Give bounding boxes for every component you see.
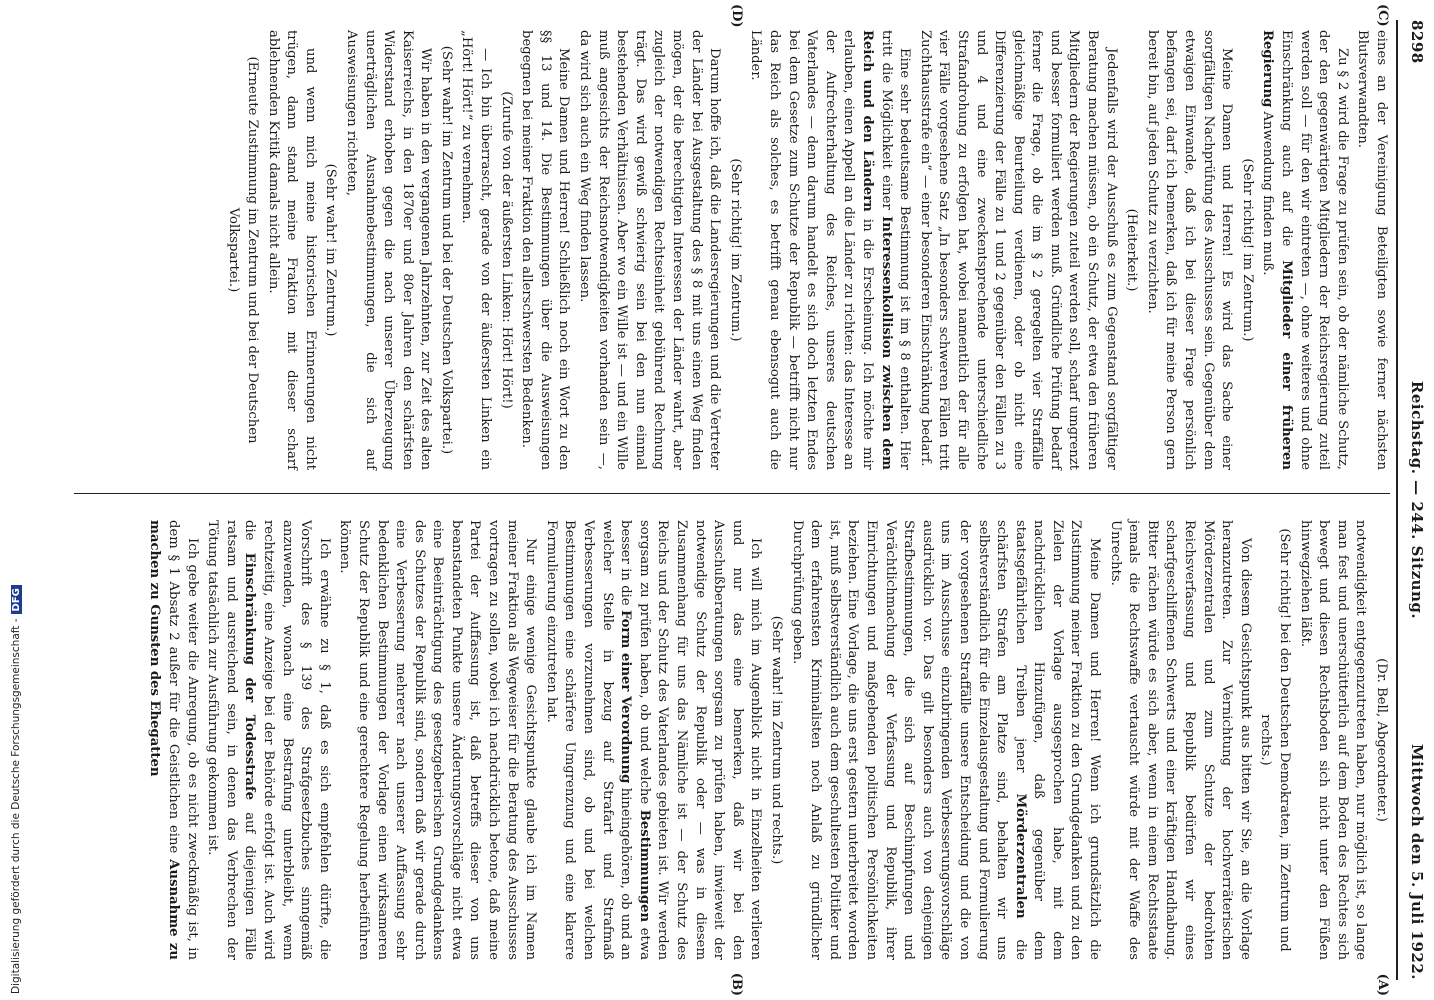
- paragraph: Zu § 2 wird die Frage zu prüfen sein, ob der nämliche Schutz, der den gegenwärtigen Mitgliedern der Reichsregierung zuteil werden soll — für den wir eintreten —, ohne weiteres und ohne Einschränkung auch auf die Mitglieder einer früheren Regierung Anwendung finden muß.: [1260, 30, 1350, 470]
- paragraph: Meine Damen und Herren! Wenn ich grundsätzlich die Zustimmung meiner Fraktion zu den Grundgedanken und zu den Zielen der Vorlage ausgesprochen habe, mit dem nachdrücklichen Hinzufügen, daß gegenüber dem staatsgefährlichen Treiben jener Mörderzentralen die schärfsten Strafen am Platze sind, behalten wir uns selbstverständlich für die Einzelausgestaltung und Formulierung der vorgesehenen Straffälle unsere Entscheidung und die von uns im Ausschusse einzubringenden Verbesserungsvorschläge ausdrücklich vor. Das gilt besonders auch von denjenigen Strafbestimmungen, die sich auf Beschimpfungen und Verächtlichmachung der Verfassung und Republik, ihrer Einrichtungen und maßgebenden politischen Persönlichkeiten beziehen. Eine Vorlage, die uns erst gestern unterbreitet worden ist, muß selbstverständlich auch dem geschultesten Politiker und dem erfahrensten Kriminalisten noch Anlaß zu gründlicher Durchprüfung geben.: [789, 520, 1103, 961]
- margin-mark-a: (A): [1375, 973, 1390, 996]
- interjection: (Sehr richtig! im Zentrum.): [727, 158, 743, 342]
- paragraph: Eine sehr bedeutsame Bestimmung ist im § 8 enthalten. Hier tritt die Möglichkeit einer Interessenkollision zwischen dem Reich und den Ländern in die Erscheinung. Ich möchte mir erlauben, einen Appell an die Länder zu richten: das Interesse an der Aufrechterhaltung des Reiches, unseres deutschen Vaterlandes — denn darum handelt es sich doch letzten Endes bei dem Gesetze zum Schutze der Republik — betrifft nicht nur das Reich als solches, es betrifft genau ebensogut auch die Länder.: [748, 30, 913, 470]
- bold-phrase: Bestimmungen: [636, 809, 652, 923]
- interjection: (Sehr wahr! im Zentrum und rechts.): [769, 615, 784, 865]
- paragraph: Jedenfalls wird der Ausschuß es zum Gegenstand sorgfältiger Beratung machen müssen, ob ein Schutz, der etwa den früheren Mitgliedern der Regierungen zuteil werden soll, scharf umgrenzt und besser formuliert werden muß. Gründliche Prüfung bedarf ferner die Frage, ob die im § 2 geregelten vier Straffälle gleichmäßige Beurteilung verdienen, oder ob nicht eine Differenzierung der Fälle zu 1 und 2 gegenüber den Fällen zu 3 und 4 und eine zweckentsprechende unterschiedliche Strafandrohung zu erfolgen hat, wobei namentlich der für alle vier Fälle vorgesehene Satz „In besonders schweren Fällen tritt Zuchthausstrafe ein“ — einer besonderen Einschränkung bedarf.: [917, 30, 1119, 470]
- paragraph: Nur einige wenige Gesichtspunkte glaube ich im Namen meiner Fraktion als Wegweiser für die Beratung des Ausschusses vortragen zu sollen, wobei ich nachdrücklich betone, daß meine Partei der Auffassung ist, daß betreffs dieser von uns beanstandeten Punkte unsere Änderungsvorschläge nicht etwa eine Beeinträchtigung des gesetzgeberischen Grundgedankens des Schutzes der Republik sind, sondern daß wir gerade durch eine Verbesserung mehrerer nach unserer Auffassung sehr bedenklichen Bestimmungen der Vorlage einen wirksameren Schutz der Republik und eine gerechtere Regelung herbeiführen können.: [337, 520, 539, 960]
- right-column: [74, 520, 1390, 960]
- interjection: (Sehr wahr! im Zentrum.): [323, 163, 339, 337]
- interjection: (Erneute Zustimmung im Zentrum und bei der Deutschen Volkspartei.): [226, 56, 260, 444]
- left-column: [74, 30, 1390, 470]
- paragraph: notwendigkeit entgegenzutreten haben, nur möglich ist, so lange man fest und unerschütterlich auf dem Boden des Rechtes sich bewegt und diesen Rechtsboden sich nicht unter den Füßen hinwegziehen läßt.: [1297, 520, 1369, 960]
- paragraph: Wir haben in den vergangenen Jahrzehnten, zur Zeit des alten Kaiserreichs, in den 1870er und 80er Jahren den schärfsten Widerstand erhoben gegen die nach unserer Überzeugung unerträglichen Ausnahmebestimmungen, die sich auf Ausweisungen richteten,: [343, 30, 434, 470]
- digitization-footer: [0, 0, 26, 1000]
- paragraph: Ich erwähne zu § 1, daß es sich empfehlen dürfte, die Vorschrift des § 139 des Strafgesetzbuches sinngemäß anzuwenden, wonach eine Bestrafung unterbleibt, wenn rechtzeitig, eine Anzeige bei der Behörde erfolgt ist. Auch wird die Einschränkung der Todesstrafe auf diejenigen Fälle ratsam und ausreichend sein, in denen das Verbrechen der Tötung tatsächlich zur Ausführung gekommen ist.: [205, 520, 332, 960]
- paragraph: Meine Damen und Herren! Es wird das Sache einer sorgfältigen Nachprüfung des Ausschusses sein. Gegenüber dem etwaigen Einwande, daß ich bei dieser Frage persönlich befangen sei, darf ich bemerken, daß ich für meine Person gern bereit bin, auf jeden Schutz zu verzichten.: [1144, 30, 1235, 470]
- column-divider: [74, 493, 1390, 494]
- paragraph: Meine Damen und Herren! Schließlich noch ein Wort zu den §§ 13 und 14. Die Bestimmungen über die Ausweisungen begegnen bei meiner Fraktion den allerschwersten Bedenken.: [519, 30, 572, 470]
- interjection: (Sehr wahr! im Zentrum und bei der Deutschen Volkspartei.): [438, 45, 454, 455]
- interjection: (Heiterkeit.): [1124, 208, 1140, 292]
- page-title: Reichstag. — 244. Sitzung.: [1408, 380, 1426, 620]
- bold-phrase: Interessenkollision zwischen dem Reich und den Ländern: [859, 30, 894, 470]
- paragraph: Ich will mich im Augenblick nicht in Einzelheiten verlieren und nur das eine bemerken, daß wir bei den Ausschußberatungen sorgsam zu prüfen haben, inwieweit der notwendige Schutz der Republik oder — was in diesem Zusammenhang für uns das Nämliche ist — der Schutz des Reichs und der Schutz des Vaterlandes gebieten ist. Wir werden sorgsam zu prüfen haben, ob und welche Bestimmungen etwa besser in die Form einer Verordnung hineingehören, ob und an welcher Stelle in bezug auf Strafart und Strafmaß Verbesserungen vorzunehmen sind, ob und bei welchen Bestimmungen eine schärfere Umgrenzung und eine klarere Formulierung einzutreten hat.: [543, 520, 764, 960]
- speaker-label: (Dr. Bell, Abgeordneter.): [1374, 658, 1389, 822]
- bold-phrase: Mörderzentralen: [1012, 793, 1028, 919]
- paragraph: Darum hoffe ich, daß die Landesregierungen und die Vertreter der Länder bei Ausgestaltung des § 8 mit uns einen Weg finden mögen, der die berechtigten Interessen der Länder wahrt, aber zugleich der notwendigen Rechtseinheit gebührend Rechnung trägt. Das wird gewiß schwierig sein bei den nun einmal bestehenden Verhältnissen. Aber wo ein Wille ist — und ein Wille muß angesichts der Reichsnotwendigkeiten vorhanden sein —, da wird sich auch ein Weg finden lassen.: [577, 30, 723, 470]
- page-number: 8298: [1408, 20, 1426, 64]
- interjection: (Sehr richtig! bei den Deutschen Demokraten, im Zentrum und rechts.): [1258, 528, 1293, 952]
- paragraph: Ich gebe weiter die Anregung, ob es nicht zweckmäßig ist, in dem § 1 Absatz 2 außer für die Geistlichen eine Ausnahme zu machen zu Gunsten des Ehegatten: [147, 520, 200, 960]
- margin-mark-c: (C): [1375, 4, 1390, 27]
- bold-phrase: Form einer Verordnung: [618, 610, 634, 784]
- dfg-logo: DFG: [11, 585, 22, 614]
- paragraph: Von diesem Gesichtspunkt aus bitten wir Sie, an die Vorlage heranzutreten. Zur Vernichtung der hochverräterischen Mörderzentralen und zum Schutze der bedrohten Reichsverfassung und Republik bedürfen wir eines scharfgeschliffenen Schwerts und einer kräftigen Handhabung. Bitter rächen würde es sich aber, wenn in einem Rechtsstaate jemals die Rechtswaffe vertauscht würde mit der Waffe des Unrechts.: [1107, 520, 1253, 960]
- margin-mark-b: (B): [729, 972, 744, 996]
- margin-mark-d: (D): [729, 4, 744, 28]
- bold-phrase: Einschränkung der Todesstrafe: [242, 552, 258, 800]
- paragraph: eines an der Vereinigung Beteiligten sowie ferner nächsten Blutsverwandten.: [1355, 30, 1389, 470]
- page-header: [1402, 20, 1426, 980]
- page-date: Mittwoch den 5. Juli 1922.: [1408, 744, 1426, 980]
- bold-phrase: Mitglieder einer früheren Regierung: [1260, 30, 1295, 470]
- bold-phrase: Ausnahme zu machen zu Gunsten des Ehegatten: [147, 520, 181, 960]
- interjection: (Zurufe von der äußersten Linken: Hört! Hört!): [498, 91, 514, 409]
- header-rule: [1396, 20, 1398, 980]
- paragraph: — Ich bin überrascht, gerade von der äußersten Linken ein „Hört! Hört!“ zu vernehmen.: [459, 30, 494, 470]
- digitization-credit: Digitalisierung gefördert durch die Deutsche Forschungsgemeinschaft -DFG: [10, 585, 22, 994]
- paragraph: und wenn mich meine historischen Erinnerungen nicht trügen, dann stand meine Fraktion mit dieser scharf ablehnenden Kritik damals nicht allein.: [265, 30, 318, 470]
- document-page: [54, 0, 1434, 1000]
- interjection: (Sehr richtig! im Zentrum.): [1239, 158, 1255, 342]
